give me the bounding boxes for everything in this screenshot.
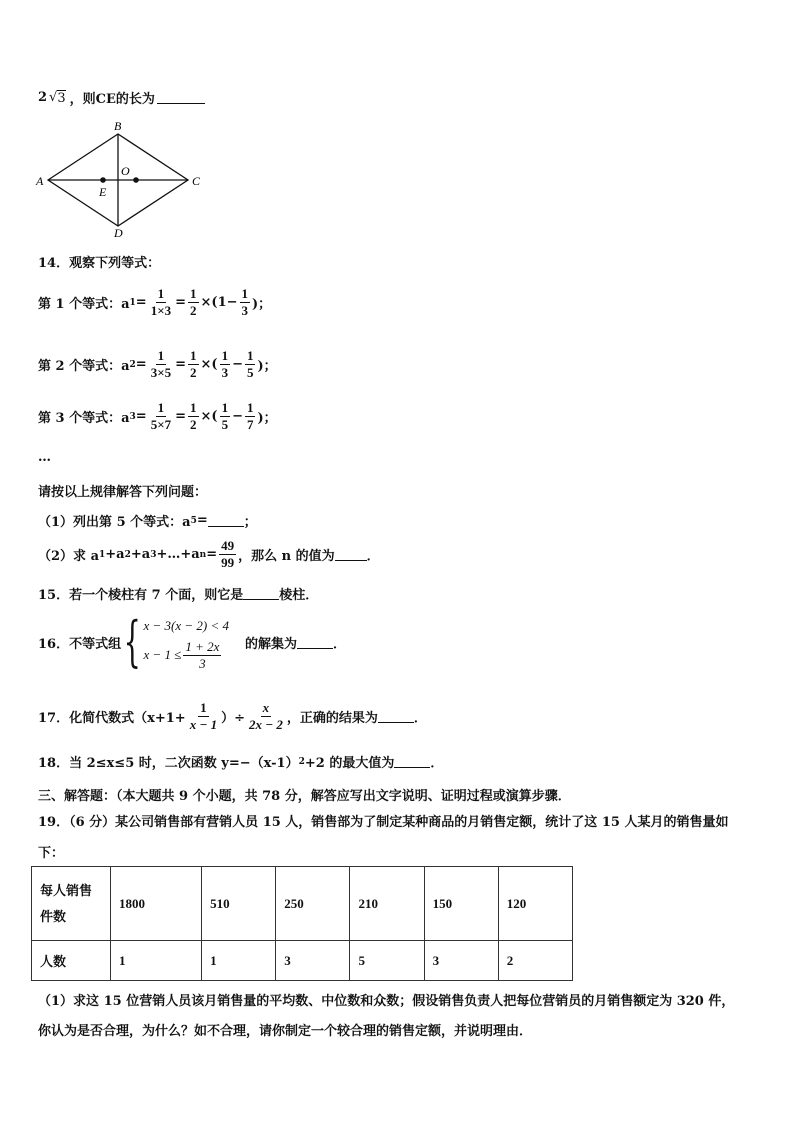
eq3-frac1 [149, 400, 173, 433]
q17-frac2 [247, 700, 285, 733]
q14-part1 [38, 511, 257, 530]
q16-frac-den: 3 [199, 655, 206, 671]
eq3-label: 第 3 个等式：a [38, 411, 130, 426]
sub-3: 3 [150, 549, 157, 560]
semicolon: ； [243, 515, 257, 530]
q16-line [38, 612, 346, 672]
p1-sub: 5 [190, 515, 197, 526]
p2-answer-blank [335, 548, 367, 561]
q14-eq1 [38, 286, 271, 319]
eq1-label: 第 1 个等式：a [38, 297, 130, 312]
header-label-1: 每人销售 [40, 882, 93, 898]
q13-radicand: 3 [57, 90, 66, 106]
rhombus-figure [34, 118, 214, 238]
table-cell: 3 [276, 941, 350, 981]
eq3-frac3 [220, 400, 231, 433]
eq2-frac4-num: 1 [246, 348, 254, 363]
label-d: D [114, 226, 123, 238]
q19-sub1-line1: （1）求这 15 位营销人员该月销售量的平均数、中位数和众数；假设销售负责人把每位营销员的月销售额定为 320 件， [38, 994, 735, 1009]
q16-ineq1: x − 3(x − 2) < 4 [143, 617, 229, 633]
eq3-frac3-num: 1 [221, 400, 229, 415]
q16-system [143, 613, 229, 672]
eq3-sub: 3 [129, 411, 136, 422]
q16-end: ． [332, 636, 346, 652]
q19-line1: 19．（6 分）某公司销售部有营销人员 15 人，销售部为了制定某种商品的月销售定额，统计了这 15 人某月的销售量如 [38, 815, 729, 830]
eq2-frac1-den: 3×5 [150, 365, 172, 380]
sqrt-symbol: √ [49, 90, 58, 105]
eq3-frac4 [245, 400, 256, 433]
table-row [32, 867, 573, 941]
q18-sup: 2 [298, 756, 305, 767]
q17-frac1-den: x − 1 [189, 717, 218, 732]
q14-title: 14．观察下列等式： [38, 256, 161, 271]
equals-sign: = [135, 295, 147, 310]
p2-d: +…+a [156, 547, 200, 562]
eq2-sub: 2 [129, 359, 136, 370]
q13-answer-blank [157, 91, 205, 104]
eq3-tail: )； [257, 411, 277, 426]
eq2-frac2 [188, 348, 199, 381]
p1-tail: = [196, 513, 208, 528]
eq2-frac1 [149, 348, 173, 381]
q17-frac2-den: 2x − 2 [248, 717, 283, 732]
eq2-frac2-den: 2 [190, 365, 197, 380]
sub-2: 2 [124, 549, 131, 560]
eq3-frac1-num: 1 [157, 400, 165, 415]
p1-text: （1）列出第 5 个等式：a [38, 515, 191, 530]
count-label-cell: 人数 [32, 941, 111, 981]
eq3-frac1-den: 5×7 [150, 417, 172, 432]
q13-coef: 2 [38, 90, 48, 105]
eq3-frac3-den: 5 [221, 417, 229, 432]
minus-sign: − [232, 357, 243, 372]
eq2-tail: )； [257, 359, 277, 374]
eq2-frac3-den: 3 [221, 365, 229, 380]
header-cell [32, 867, 111, 941]
section-3-heading: 三、解答题：（本大题共 9 个小题，共 78 分，解答应写出文字说明、证明过程或演算步骤． [38, 789, 571, 804]
eq3-frac4-den: 7 [246, 417, 254, 432]
p2-b: +a [105, 547, 125, 562]
equals-sign: = [135, 357, 147, 372]
sales-table [31, 866, 573, 981]
eq3-frac2-den: 2 [190, 417, 197, 432]
q16-answer-blank [297, 636, 333, 649]
q14-part2 [38, 538, 380, 571]
eq3-frac2 [188, 400, 199, 433]
eq2-frac1-num: 1 [157, 348, 165, 363]
eq1-frac1-den: 1×3 [150, 303, 172, 318]
q18-line [38, 752, 443, 771]
table-cell: 510 [202, 867, 276, 941]
q15-text: 15．若一个棱柱有 7 个面，则它是 [38, 588, 244, 603]
point-o-dot [133, 177, 139, 183]
eq1-mid: ×(1− [200, 295, 238, 310]
eq1-frac1 [149, 286, 173, 319]
q17-frac2-num: x [262, 700, 270, 715]
q16-brace: { [123, 610, 141, 673]
q16-label: 16．不等式组 [38, 636, 122, 652]
q13-text: ，则CE的长为 [69, 92, 155, 107]
table-cell: 1 [202, 941, 276, 981]
q16-frac [183, 639, 221, 672]
table-cell: 150 [424, 867, 498, 941]
q14-ellipsis: … [38, 450, 51, 465]
q14-prompt: 请按以上规律解答下列问题： [38, 485, 208, 500]
p2-tail: ，那么 n 的值为 [238, 549, 335, 564]
p2-a: （2）求 a [38, 549, 99, 564]
q15-line [38, 584, 318, 603]
q15-answer-blank [243, 587, 279, 600]
eq1-frac3-num: 1 [241, 286, 249, 301]
label-e: E [99, 185, 107, 199]
eq2-frac4-den: 5 [246, 365, 254, 380]
eq3-frac4-num: 1 [246, 400, 254, 415]
q18-text: 18．当 2≤x≤5 时，二次函数 y=−（x-1） [38, 756, 299, 771]
eq1-tail: )； [252, 297, 272, 312]
eq1-frac3 [240, 286, 251, 319]
label-c: C [192, 174, 201, 188]
table-cell: 210 [350, 867, 424, 941]
q17-frac1-num: 1 [200, 700, 207, 715]
equals-sign: = [135, 409, 147, 424]
q14-eq3 [38, 400, 277, 433]
eq1-frac2-den: 2 [190, 303, 197, 318]
q16-ineq2-left: x − 1 ≤ [143, 647, 182, 662]
eq1-frac1-num: 1 [157, 286, 165, 301]
eq1-frac2 [188, 286, 199, 319]
header-label-2: 件数 [40, 908, 67, 924]
q19-line2: 下： [38, 846, 65, 861]
table-cell: 5 [350, 941, 424, 981]
p2-e: = [206, 547, 218, 562]
table-row [32, 941, 573, 981]
eq2-label: 第 2 个等式：a [38, 359, 130, 374]
eq2-frac3-num: 1 [221, 348, 229, 363]
table-cell: 1 [111, 941, 202, 981]
q17-mid: ）÷ [221, 711, 245, 726]
table-cell: 1800 [111, 867, 202, 941]
q17-line [38, 700, 427, 733]
q16-ineq2 [143, 639, 229, 672]
table-cell: 3 [424, 941, 498, 981]
equals-sign: = [175, 357, 187, 372]
q18-tail: +2 的最大值为 [304, 756, 395, 771]
table-cell: 2 [498, 941, 572, 981]
minus-sign: − [232, 409, 243, 424]
point-e [100, 177, 106, 183]
q17-tail: ，正确的结果为 [286, 711, 378, 726]
eq1-frac3-den: 3 [241, 303, 249, 318]
eq2-frac4 [245, 348, 256, 381]
q17-answer-blank [378, 710, 414, 723]
q16-tail: 的解集为 [244, 636, 297, 652]
q14-eq2 [38, 348, 277, 381]
equals-sign: = [175, 295, 187, 310]
equals-sign: = [175, 409, 187, 424]
q13-line [38, 88, 205, 107]
p2-frac-num: 49 [221, 538, 235, 553]
q17-frac1 [188, 700, 219, 733]
p2-frac [219, 538, 236, 571]
q19-sub1-line2: 你认为是否合理，为什么？如不合理，请你制定一个较合理的销售定额，并说明理由． [38, 1024, 533, 1039]
q18-end: ． [430, 756, 444, 771]
label-o: O [121, 164, 130, 178]
sub-1: 1 [99, 549, 106, 560]
p1-answer-blank [208, 514, 244, 527]
eq1-frac2-num: 1 [190, 286, 197, 301]
table-cell: 120 [498, 867, 572, 941]
q17-end: ． [413, 711, 427, 726]
eq1-sub: 1 [129, 297, 136, 308]
q17-label: 17．化简代数式（x+1+ [38, 711, 186, 726]
q15-tail: 棱柱． [279, 588, 319, 603]
eq2-frac2-num: 1 [190, 348, 197, 363]
p2-c: +a [130, 547, 151, 562]
eq3-frac2-num: 1 [190, 400, 197, 415]
q16-frac-num: 1 + 2x [185, 638, 220, 654]
eq2-mid: ×( [200, 357, 218, 372]
q18-answer-blank [394, 755, 430, 768]
label-a: A [36, 174, 44, 188]
eq3-mid: ×( [200, 409, 218, 424]
eq2-frac3 [220, 348, 231, 381]
label-b: B [114, 119, 122, 133]
sub-n: n [199, 549, 207, 560]
p2-end: ． [366, 549, 380, 564]
p2-frac-den: 99 [221, 555, 235, 570]
table-cell: 250 [276, 867, 350, 941]
